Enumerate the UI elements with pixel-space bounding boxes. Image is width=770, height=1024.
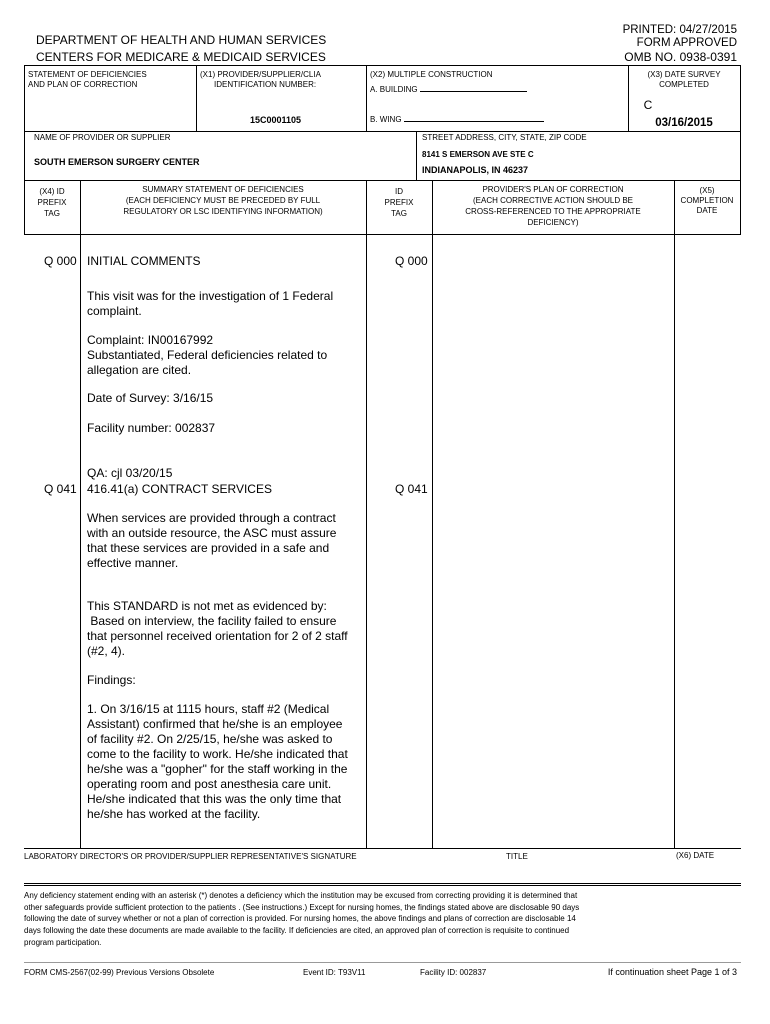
paragraph-complaint [87, 333, 357, 378]
tag-q000-right: Q 000 [395, 254, 428, 268]
building-field [370, 85, 527, 94]
text-line: Assistant) confirmed that he/she is an employee [87, 717, 343, 731]
text-line: effective manner. [87, 556, 179, 570]
plan-head-1: PROVIDER'S PLAN OF CORRECTION [482, 185, 624, 194]
tag-q041-right: Q 041 [395, 482, 428, 496]
text-line: Date of Survey: 3/16/15 [87, 391, 214, 405]
x1-label-2: IDENTIFICATION NUMBER: [214, 80, 317, 89]
department-title: DEPARTMENT OF HEALTH AND HUMAN SERVICES [36, 33, 327, 47]
tag-q000-left: Q 000 [44, 254, 77, 268]
statement-label-2: AND PLAN OF CORRECTION [28, 80, 138, 89]
text-line: 1. On 3/16/15 at 1115 hours, staff #2 (Medical [87, 702, 330, 716]
paragraph-qa [87, 466, 357, 481]
wing-blank [404, 120, 544, 122]
divider-col-summary [366, 180, 367, 848]
provider-name-label: NAME OF PROVIDER OR SUPPLIER [34, 133, 171, 142]
text-line: When services are provided through a contract [87, 511, 336, 525]
rule-below-column-heads [24, 234, 741, 235]
rule-below-ids [24, 131, 741, 132]
disclaimer-line: Any deficiency statement ending with an asterisk (*) denotes a deficiency which the institution may be excused from correcting providing it is determined that [24, 891, 578, 900]
plan-head-4: DEFICIENCY) [527, 218, 579, 227]
statement-label-1: STATEMENT OF DEFICIENCIES [28, 70, 147, 79]
address-label: STREET ADDRESS, CITY, STATE, ZIP CODE [422, 133, 587, 142]
provider-name: SOUTH EMERSON SURGERY CENTER [34, 157, 200, 167]
divider-col-x4 [80, 180, 81, 848]
address-line-1: 8141 S EMERSON AVE STE C [422, 150, 534, 159]
x4-head-2: PREFIX [37, 198, 67, 207]
x5-head-1: (X5) [699, 186, 715, 195]
text-line: he/she was a "gopher" for the staff working in the [87, 762, 348, 776]
x4-head-3: TAG [44, 209, 60, 218]
x1-id-value: 15C0001105 [250, 115, 302, 125]
centers-title: CENTERS FOR MEDICARE & MEDICAID SERVICES [36, 50, 326, 64]
rule-below-signature [24, 883, 741, 884]
text-line: Substantiated, Federal deficiencies related to [87, 348, 328, 362]
x3-code: C [643, 98, 653, 112]
paragraph-contract-requirement [87, 511, 357, 571]
omb-number: OMB NO. 0938-0391 [624, 50, 737, 64]
text-line: with an outside resource, the ASC must assure [87, 526, 337, 540]
disclaimer-line: program participation. [24, 937, 102, 947]
id-head-1: ID [395, 187, 403, 196]
building-label: A. BUILDING [370, 85, 418, 94]
divider-x1 [196, 65, 197, 131]
text-line: he/she has worked at the facility. [87, 807, 261, 821]
text-line: Findings: [87, 673, 136, 687]
form-approved: FORM APPROVED [636, 37, 737, 49]
paragraph-visit [87, 289, 357, 319]
x1-label-1: (X1) PROVIDER/SUPPLIER/CLIA [200, 70, 321, 79]
summary-head-3: REGULATORY OR LSC IDENTIFYING INFORMATION) [123, 207, 323, 216]
disclaimer-line: days following the date these documents are made available to the facility. If deficiencies are cited, an approved plan of correction is requisite to continued [24, 926, 570, 936]
text-line: complaint. [87, 304, 142, 318]
paragraph-date-of-survey [87, 391, 357, 406]
divider-x2 [366, 65, 367, 131]
text-line: Complaint: IN00167992 [87, 333, 214, 347]
x5-head-2: COMPLETION [680, 196, 734, 205]
disclaimer-line: other safeguards provide sufficient protection to the patients . (See instructions.) Except for nursing homes, the findings stated above are disclosable 90 days [24, 902, 580, 912]
wing-label: B. WING [370, 115, 402, 124]
wing-field [370, 115, 544, 124]
text-line: operating room and post anesthesia care unit. [87, 777, 332, 791]
address-line-2: INDIANAPOLIS, IN 46237 [422, 165, 529, 175]
page-number: If continuation sheet Page 1 of 3 [607, 967, 737, 977]
text-line: come to the facility to work. He/she indicated that [87, 747, 348, 761]
divider-col-plan [674, 180, 675, 848]
summary-head-1: SUMMARY STATEMENT OF DEFICIENCIES [142, 185, 304, 194]
facility-id: Facility ID: 002837 [420, 968, 487, 977]
x3-label-2: COMPLETED [659, 80, 709, 89]
paragraph-facility-number [87, 421, 357, 436]
paragraph-finding-1 [87, 702, 357, 822]
form-top-rule [24, 65, 741, 66]
text-line: that these services are provided in a safe and [87, 541, 330, 555]
footer-rule [24, 962, 741, 963]
director-signature-label: LABORATORY DIRECTOR'S OR PROVIDER/SUPPLIER REPRESENTATIVE'S SIGNATURE [24, 852, 357, 861]
text-line: This STANDARD is not met as evidenced by: [87, 599, 327, 613]
paragraph-standard-not-met [87, 599, 357, 659]
text-line: (#2, 4). [87, 644, 126, 658]
contract-services-title: 416.41(a) CONTRACT SERVICES [87, 482, 272, 496]
text-line: This visit was for the investigation of 1 Federal [87, 289, 334, 303]
x4-head-1: (X4) ID [39, 187, 65, 196]
plan-head-2: (EACH CORRECTIVE ACTION SHOULD BE [472, 196, 634, 205]
initial-comments-title: INITIAL COMMENTS [87, 254, 201, 268]
frame-right [740, 65, 741, 234]
rule-below-signature-double [24, 885, 741, 886]
text-line: allegation are cited. [87, 363, 192, 377]
rule-below-provider [24, 180, 741, 181]
divider-col-id [432, 180, 433, 848]
x2-label: (X2) MULTIPLE CONSTRUCTION [370, 70, 493, 79]
title-label: TITLE [506, 852, 528, 861]
tag-q041-left: Q 041 [44, 482, 77, 496]
x3-label-1: (X3) DATE SURVEY [647, 70, 721, 79]
rule-above-signature [24, 848, 741, 849]
event-id: Event ID: T93V11 [303, 968, 366, 977]
x3-date: 03/16/2015 [655, 117, 713, 129]
disclaimer-line: following the date of survey whether or not a plan of correction is provided. For nursing homes, the above findings and plans of correction are disclosable 14 [24, 914, 576, 924]
text-line: He/she indicated that this was the only time that [87, 792, 342, 806]
x5-head-3: DATE [696, 206, 718, 215]
id-head-2: PREFIX [384, 198, 414, 207]
id-head-3: TAG [391, 209, 407, 218]
summary-head-2: (EACH DEFICIENCY MUST BE PRECEDED BY FULL [125, 196, 321, 205]
plan-head-3: CROSS-REFERENCED TO THE APPROPRIATE [465, 207, 641, 216]
text-line: that personnel received orientation for 2 of 2 staff [87, 629, 348, 643]
text-line: Based on interview, the facility failed to ensure [87, 614, 337, 628]
text-line: of facility #2. On 2/25/15, he/she was asked to [87, 732, 333, 746]
printed-date: PRINTED: 04/27/2015 [622, 24, 737, 36]
paragraph-findings [87, 673, 357, 688]
building-blank [420, 90, 527, 92]
disclaimer [24, 890, 579, 949]
x6-date-label: (X6) DATE [676, 851, 715, 860]
text-line: QA: cjl 03/20/15 [87, 466, 173, 480]
divider-address [416, 131, 417, 180]
form-number: FORM CMS-2567(02-99) Previous Versions Obsolete [24, 968, 215, 977]
text-line: Facility number: 002837 [87, 421, 216, 435]
